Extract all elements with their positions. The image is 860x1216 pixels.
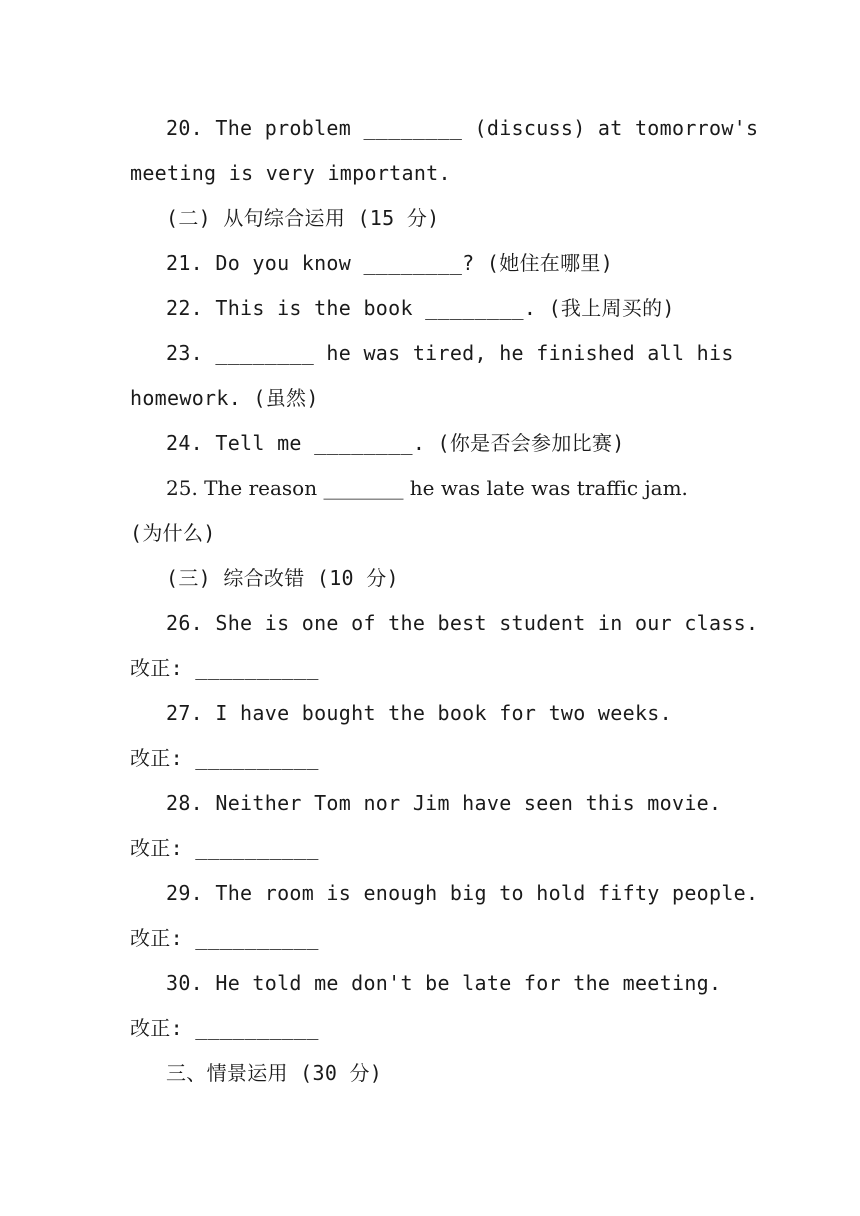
question-27: 27. I have bought the book for two weeks. — [166, 701, 672, 725]
question-28: 28. Neither Tom nor Jim have seen this movie. — [166, 791, 722, 815]
correction-28: 改正: __________ — [130, 836, 319, 860]
correction-27: 改正: __________ — [130, 746, 319, 770]
question-30: 30. He told me don't be late for the meeting. — [166, 971, 722, 995]
question-22: 22. This is the book ________. (我上周买的) — [166, 296, 675, 320]
question-20-line-2: meeting is very important. — [130, 161, 451, 185]
question-20-line-1: 20. The problem ________ (discuss) at tomorrow's — [166, 116, 759, 140]
question-21: 21. Do you know ________? (她住在哪里) — [166, 251, 614, 275]
correction-29: 改正: __________ — [130, 926, 319, 950]
question-23-line-2: homework. (虽然) — [130, 386, 319, 410]
section-heading-situational-usage: 三、情景运用 (30 分) — [166, 1061, 383, 1085]
question-23-line-1: 23. ________ he was tired, he finished all his — [166, 341, 734, 365]
correction-26: 改正: __________ — [130, 656, 319, 680]
section-heading-error-correction: (三) 综合改错 (10 分) — [166, 566, 399, 590]
question-25-line-2: (为什么) — [130, 521, 216, 545]
question-24: 24. Tell me ________. (你是否会参加比赛) — [166, 431, 625, 455]
correction-30: 改正: __________ — [130, 1016, 319, 1040]
question-29: 29. The room is enough big to hold fifty people. — [166, 881, 759, 905]
question-25-line-1: 25. The reason ________ he was late was traffic jam. — [166, 476, 688, 500]
question-26: 26. She is one of the best student in our class. — [166, 611, 759, 635]
section-heading-clause-usage: (二) 从句综合运用 (15 分) — [166, 206, 440, 230]
